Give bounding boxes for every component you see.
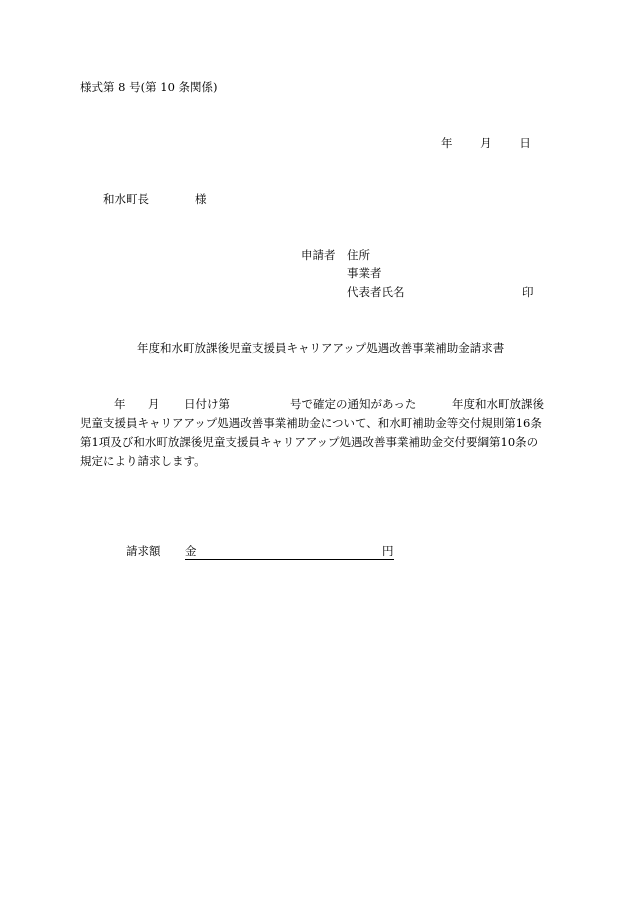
body-line-2: 児童支援員キャリアアップ処遇改善事業補助金について、和水町補助金等交付規則第16条 [80, 416, 542, 430]
applicant-business-label: 事業者 [347, 266, 382, 280]
body-line-3: 第1項及び和水町放課後児童支援員キャリアアップ処遇改善事業補助金交付要綱第10条の [80, 435, 539, 449]
addressee-name: 和水町長 [103, 192, 149, 206]
date-month: 月 [480, 136, 492, 150]
body-month: 月 [148, 397, 160, 411]
date-year: 年 [441, 136, 453, 150]
date-day: 日 [519, 136, 531, 150]
applicant-address-label: 住所 [347, 248, 370, 262]
form-number: 様式第 8 号(第 10 条関係) [80, 80, 218, 94]
claim-amount-underline [185, 559, 394, 560]
applicant-representative-label: 代表者氏名 [347, 285, 405, 299]
body-line-4: 規定により請求します。 [80, 454, 206, 468]
body-year: 年 [114, 397, 126, 411]
body-dated: 日付け第 [184, 397, 230, 411]
claim-label: 請求額 [126, 544, 161, 558]
applicant-label: 申請者 [301, 248, 336, 262]
seal-mark: 印 [522, 285, 534, 299]
body-fiscal-year: 年度和水町放課後 [452, 397, 544, 411]
document-title: 年度和水町放課後児童支援員キャリアアップ処遇改善事業補助金請求書 [137, 341, 505, 355]
body-number-text: 号で確定の通知があった [290, 397, 417, 411]
addressee-honorific: 様 [195, 192, 207, 206]
date-line [441, 138, 531, 150]
claim-suffix: 円 [382, 544, 394, 558]
claim-prefix: 金 [185, 544, 197, 558]
